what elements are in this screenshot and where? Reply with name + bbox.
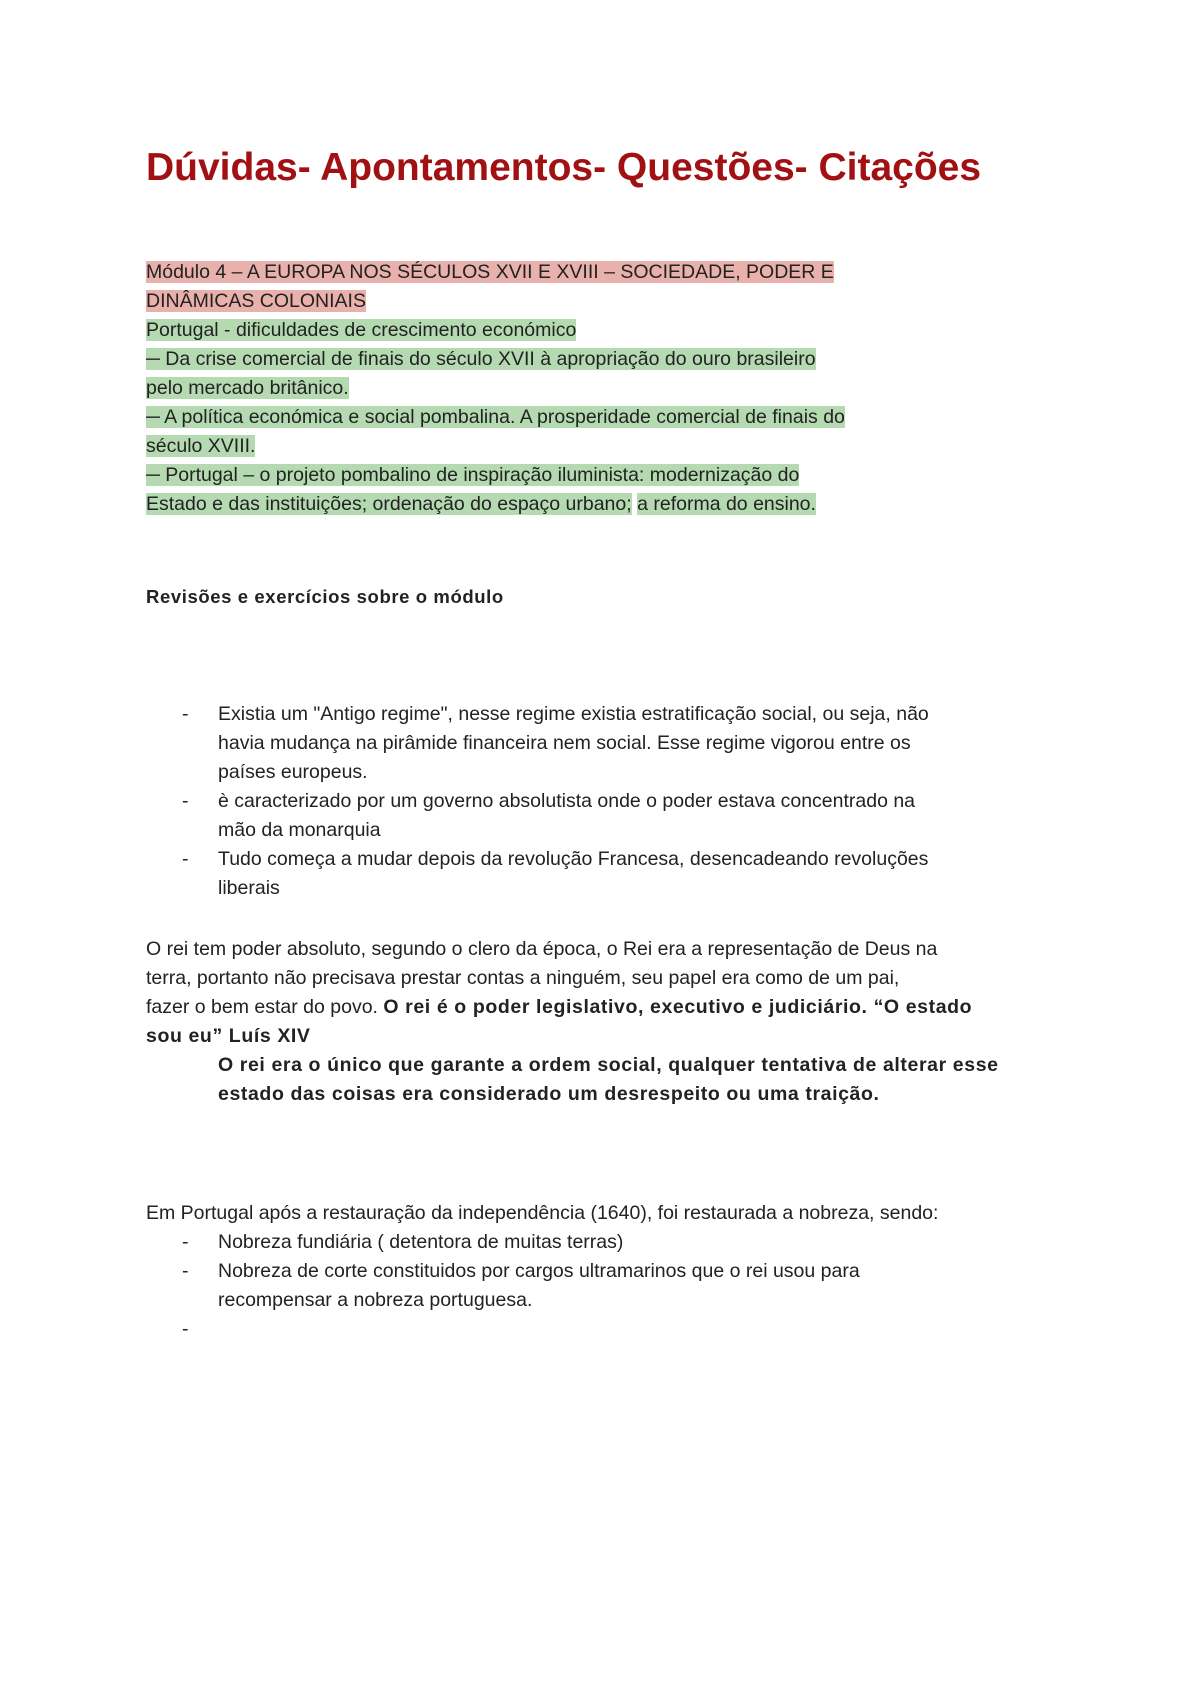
module-title-highlight: Módulo 4 – A EUROPA NOS SÉCULOS XVII E XVIII – SOCIEDADE, PODER E (146, 261, 834, 283)
bullet-marker: - (182, 790, 189, 812)
module-topic-line: século XVIII. (146, 435, 256, 457)
bullet-text: recompensar a nobreza portuguesa. (218, 1289, 533, 1311)
module-topic-line: Portugal - dificuldades de crescimento económico (146, 319, 577, 341)
paragraph-line: fazer o bem estar do povo. O rei é o poder legislativo, executivo e judiciário. “O estado (146, 996, 973, 1018)
bullet-marker: - (182, 1231, 189, 1253)
module-topic-line: Estado e das instituições; ordenação do espaço urbano; a reforma do ensino. (146, 493, 816, 515)
bullet-text: Nobreza fundiária ( detentora de muitas terras) (218, 1231, 624, 1253)
bullet-marker: - (182, 1260, 189, 1282)
bullet-text: liberais (218, 877, 280, 899)
bullet-marker: - (182, 703, 189, 725)
bullet-text: Tudo começa a mudar depois da revolução Francesa, desencadeando revoluções (218, 848, 929, 870)
bullet-text: mão da monarquia (218, 819, 381, 841)
section-heading: Revisões e exercícios sobre o módulo (146, 586, 504, 607)
bold-statement: O rei é o poder legislativo, executivo e judiciário. “O estado (383, 996, 973, 1018)
bullet-text: Existia um "Antigo regime", nesse regime existia estratificação social, ou seja, não (218, 703, 929, 725)
bullet-text: è caracterizado por um governo absolutista onde o poder estava concentrado na (218, 790, 916, 812)
quote-line: O rei era o único que garante a ordem social, qualquer tentativa de alterar esse (218, 1054, 999, 1076)
module-topic-line: ─ Da crise comercial de finais do século XVII à apropriação do ouro brasileiro (146, 348, 816, 370)
paragraph-line: Em Portugal após a restauração da independência (1640), foi restaurada a nobreza, sendo: (146, 1202, 939, 1224)
page-title: Dúvidas- Apontamentos- Questões- Citações (146, 146, 982, 189)
bullet-marker: - (182, 848, 189, 870)
bullet-text: Nobreza de corte constituidos por cargos ultramarinos que o rei usou para (218, 1260, 860, 1282)
bullet-text: havia mudança na pirâmide financeira nem social. Esse regime vigorou entre os (218, 732, 911, 754)
module-topic-line: ─ A política económica e social pombalina. A prosperidade comercial de finais do (146, 406, 845, 428)
paragraph-line: O rei tem poder absoluto, segundo o clero da época, o Rei era a representação de Deus na (146, 938, 938, 960)
module-line-1 (146, 258, 834, 287)
quote-line: estado das coisas era considerado um desrespeito ou uma traição. (218, 1083, 880, 1105)
module-topic-line: pelo mercado britânico. (146, 377, 349, 399)
bold-statement: sou eu” Luís XIV (146, 1025, 311, 1047)
module-topic-line: ─ Portugal – o projeto pombalino de inspiração iluminista: modernização do (146, 464, 800, 486)
paragraph-line: terra, portanto não precisava prestar contas a ninguém, seu papel era como de um pai, (146, 967, 900, 989)
module-title-highlight-2: DINÂMICAS COLONIAIS (146, 290, 366, 312)
module-line-2 (146, 287, 366, 316)
bullet-marker-empty: - (182, 1318, 189, 1340)
bullet-text: países europeus. (218, 761, 368, 783)
